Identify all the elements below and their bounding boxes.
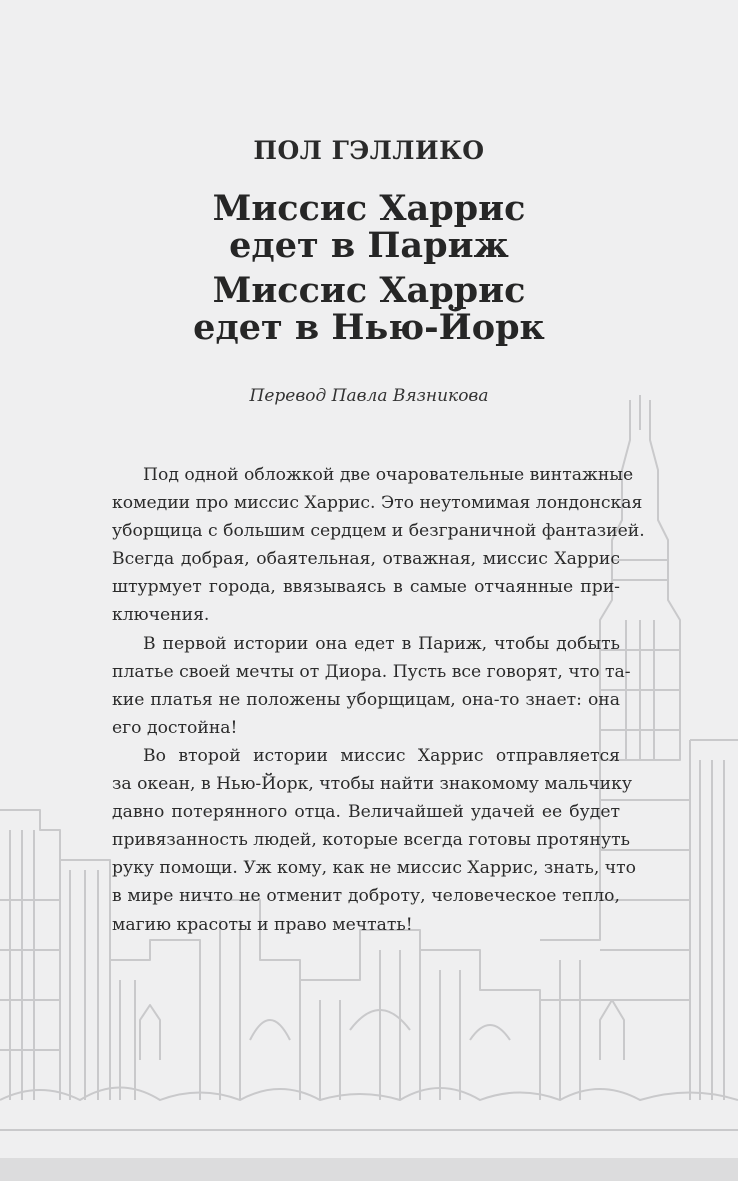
- text-line: давно потерянного отца. Величайшей удачей ее будет: [112, 802, 620, 823]
- text-line: его достойна!: [112, 717, 238, 738]
- paragraph: [112, 742, 637, 939]
- book-title-newyork-line2: едет в Нью-Йорк: [193, 307, 545, 348]
- text-line: привязанность людей, которые всегда готовы протянуть: [112, 830, 630, 851]
- text-line: руку помощи. Уж кому, как не миссис Харрис, знать, что: [112, 858, 637, 879]
- bottom-strip: [0, 1158, 738, 1181]
- book-title-newyork-line1: Миссис Харрис: [212, 270, 526, 311]
- book-title-paris-line2: едет в Париж: [229, 225, 509, 266]
- text-line: штурмует города, ввязываясь в самые отчаянные при-: [112, 577, 620, 598]
- text-line: в мире ничто не отменит доброту, человеческое тепло,: [112, 886, 620, 907]
- author-name: ПОЛ ГЭЛЛИКО: [253, 136, 485, 165]
- book-title-paris-line1: Миссис Харрис: [212, 188, 526, 229]
- paragraph: [112, 461, 645, 630]
- text-line: за океан, в Нью-Йорк, чтобы найти знакомому мальчику: [112, 774, 632, 795]
- annotation-text: [112, 461, 645, 939]
- translator-credit: Перевод Павла Вязникова: [249, 386, 489, 406]
- book-title-newyork: [0, 272, 738, 346]
- text-line: В первой истории она едет в Париж, чтобы добыть: [143, 633, 620, 654]
- text-line: ключения.: [112, 605, 210, 626]
- book-title-paris: [0, 190, 738, 264]
- text-line: уборщица с большим сердцем и безграничной фантазией.: [112, 521, 645, 542]
- text-line: платье своей мечты от Диора. Пусть все говорят, что та-: [112, 661, 631, 682]
- text-line: Под одной обложкой две очаровательные винтажные: [143, 465, 634, 485]
- text-line: кие платья не положены уборщицам, она-то знает: она: [112, 689, 620, 710]
- text-line: комедии про миссис Харрис. Это неутомимая лондонская: [112, 493, 643, 514]
- paragraph: [112, 630, 631, 742]
- text-line: Во второй истории миссис Харрис отправляется: [143, 745, 620, 766]
- text-line: магию красоты и право мечтать!: [112, 914, 413, 935]
- text-line: Всегда добрая, обаятельная, отважная, миссис Харрис: [112, 549, 620, 570]
